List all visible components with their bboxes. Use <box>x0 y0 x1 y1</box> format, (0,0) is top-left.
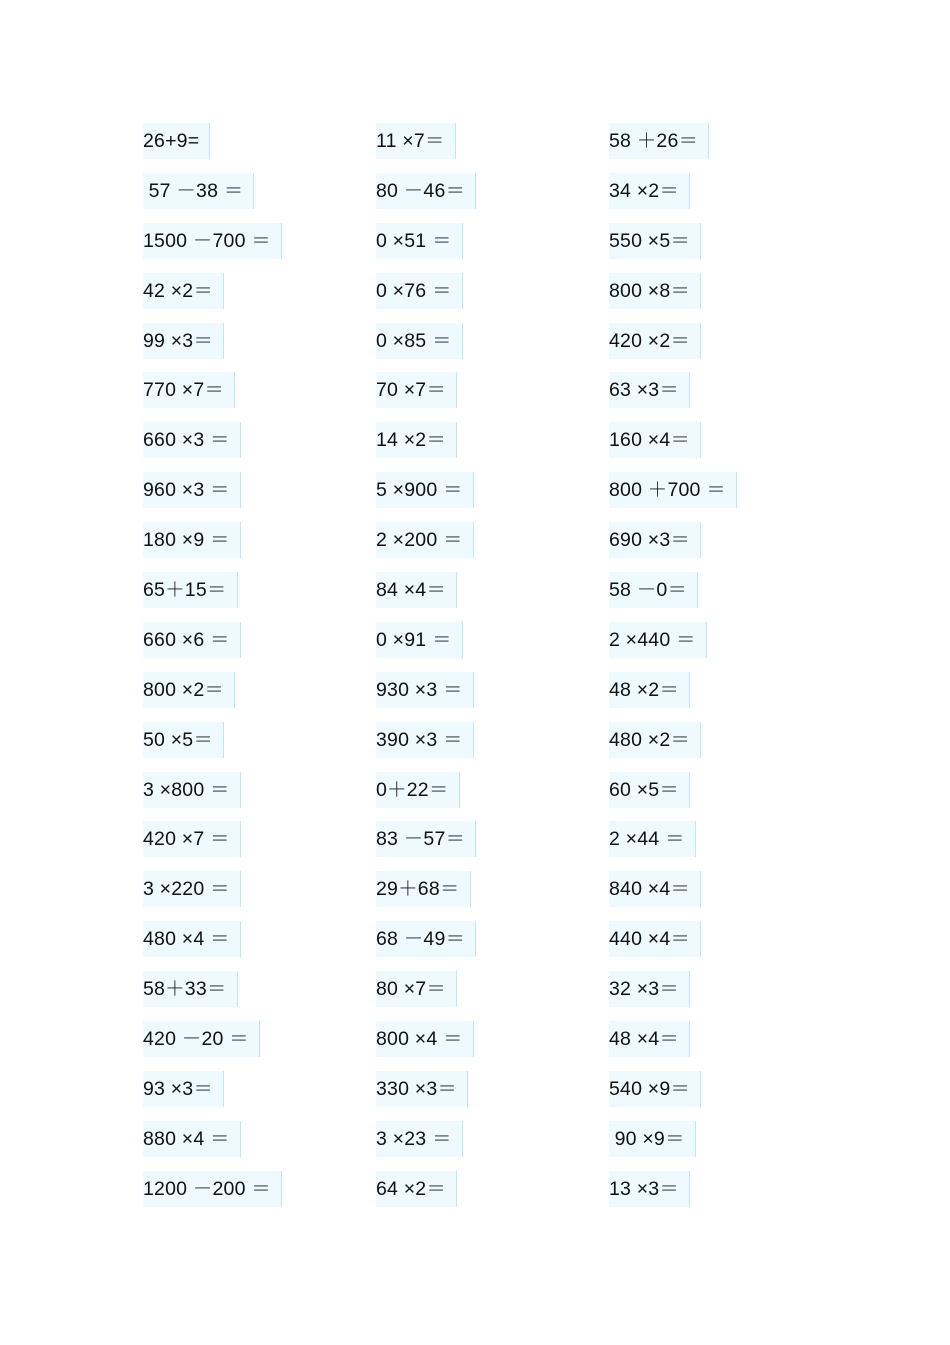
problem-cell <box>376 1020 609 1070</box>
arithmetic-problem-grid <box>143 122 842 1220</box>
problem-cell <box>376 571 609 621</box>
arithmetic-problem: 26+9= <box>143 123 210 159</box>
arithmetic-problem: 440 ×4＝ <box>609 921 701 957</box>
arithmetic-problem: 800 ×8＝ <box>609 273 701 309</box>
arithmetic-problem: 690 ×3＝ <box>609 522 701 558</box>
arithmetic-problem: 80 －46＝ <box>376 173 476 209</box>
problem-cell <box>376 870 609 920</box>
problem-cell <box>143 1120 376 1170</box>
problem-cell <box>376 1120 609 1170</box>
arithmetic-problem: 3 ×220 ＝ <box>143 871 241 907</box>
arithmetic-problem: 84 ×4＝ <box>376 572 457 608</box>
problem-cell <box>376 920 609 970</box>
arithmetic-problem: 420 －20 ＝ <box>143 1021 260 1057</box>
problem-cell <box>609 621 842 671</box>
arithmetic-problem: 58＋33＝ <box>143 971 238 1007</box>
arithmetic-problem: 800 ×4 ＝ <box>376 1021 474 1057</box>
arithmetic-problem: 0 ×91 ＝ <box>376 622 463 658</box>
problem-cell <box>609 671 842 721</box>
arithmetic-problem: 60 ×5＝ <box>609 772 690 808</box>
arithmetic-problem: 48 ×4＝ <box>609 1021 690 1057</box>
problem-cell <box>143 272 376 322</box>
problem-cell <box>143 820 376 870</box>
problem-cell <box>376 371 609 421</box>
problem-cell <box>609 820 842 870</box>
problem-cell <box>143 1070 376 1120</box>
problem-cell <box>376 322 609 372</box>
arithmetic-problem: 58 ＋26＝ <box>609 123 709 159</box>
arithmetic-problem: 1200 －200 ＝ <box>143 1171 282 1207</box>
problem-cell <box>143 421 376 471</box>
problem-cell <box>143 571 376 621</box>
problem-cell <box>609 1120 842 1170</box>
problem-cell <box>143 970 376 1020</box>
problem-cell <box>609 870 842 920</box>
arithmetic-problem: 64 ×2＝ <box>376 1171 457 1207</box>
arithmetic-problem: 2 ×44 ＝ <box>609 821 696 857</box>
arithmetic-problem: 2 ×440 ＝ <box>609 622 707 658</box>
arithmetic-problem: 5 ×900 ＝ <box>376 472 474 508</box>
problem-cell <box>609 172 842 222</box>
arithmetic-problem: 660 ×6 ＝ <box>143 622 241 658</box>
problem-cell <box>143 371 376 421</box>
problem-cell <box>376 122 609 172</box>
arithmetic-problem: 330 ×3＝ <box>376 1071 468 1107</box>
arithmetic-problem: 48 ×2＝ <box>609 672 690 708</box>
problem-cell <box>143 920 376 970</box>
problem-cell <box>376 521 609 571</box>
arithmetic-problem: 32 ×3＝ <box>609 971 690 1007</box>
arithmetic-problem: 63 ×3＝ <box>609 372 690 408</box>
arithmetic-problem: 57 －38 ＝ <box>143 173 254 209</box>
arithmetic-problem: 50 ×5＝ <box>143 722 224 758</box>
arithmetic-problem: 90 ×9＝ <box>609 1121 696 1157</box>
problem-cell <box>143 671 376 721</box>
problem-cell <box>609 322 842 372</box>
arithmetic-problem: 83 －57＝ <box>376 821 476 857</box>
arithmetic-problem: 480 ×2＝ <box>609 722 701 758</box>
problem-cell <box>376 970 609 1020</box>
arithmetic-problem: 390 ×3 ＝ <box>376 722 474 758</box>
problem-cell <box>609 222 842 272</box>
arithmetic-problem: 14 ×2＝ <box>376 422 457 458</box>
problem-cell <box>609 1170 842 1220</box>
problem-cell <box>143 471 376 521</box>
problem-cell <box>376 1070 609 1120</box>
arithmetic-problem: 840 ×4＝ <box>609 871 701 907</box>
problem-cell <box>376 621 609 671</box>
arithmetic-problem: 3 ×23 ＝ <box>376 1121 463 1157</box>
problem-cell <box>609 371 842 421</box>
problem-cell <box>143 322 376 372</box>
arithmetic-problem: 2 ×200 ＝ <box>376 522 474 558</box>
arithmetic-problem: 1500 －700 ＝ <box>143 223 282 259</box>
problem-cell <box>143 222 376 272</box>
arithmetic-problem: 13 ×3＝ <box>609 1171 690 1207</box>
arithmetic-problem: 11 ×7＝ <box>376 123 456 159</box>
problem-cell <box>609 1020 842 1070</box>
problem-cell <box>609 122 842 172</box>
arithmetic-problem: 180 ×9 ＝ <box>143 522 241 558</box>
problem-cell <box>143 172 376 222</box>
arithmetic-problem: 99 ×3＝ <box>143 323 224 359</box>
arithmetic-problem: 34 ×2＝ <box>609 173 690 209</box>
arithmetic-problem: 480 ×4 ＝ <box>143 921 241 957</box>
arithmetic-problem: 0＋22＝ <box>376 772 460 808</box>
problem-cell <box>376 172 609 222</box>
arithmetic-problem: 65＋15＝ <box>143 572 238 608</box>
arithmetic-problem: 880 ×4 ＝ <box>143 1121 241 1157</box>
arithmetic-problem: 930 ×3 ＝ <box>376 672 474 708</box>
problem-cell <box>376 272 609 322</box>
problem-cell <box>609 920 842 970</box>
arithmetic-problem: 29＋68＝ <box>376 871 471 907</box>
problem-cell <box>609 521 842 571</box>
arithmetic-problem: 58 －0＝ <box>609 572 698 608</box>
arithmetic-problem: 68 －49＝ <box>376 921 476 957</box>
problem-cell <box>609 721 842 771</box>
arithmetic-problem: 93 ×3＝ <box>143 1071 224 1107</box>
problem-cell <box>143 521 376 571</box>
arithmetic-problem: 800 ×2＝ <box>143 672 235 708</box>
problem-cell <box>376 671 609 721</box>
arithmetic-problem: 160 ×4＝ <box>609 422 701 458</box>
arithmetic-problem: 3 ×800 ＝ <box>143 772 241 808</box>
arithmetic-problem: 770 ×7＝ <box>143 372 235 408</box>
problem-cell <box>376 820 609 870</box>
problem-cell <box>609 272 842 322</box>
arithmetic-problem: 960 ×3 ＝ <box>143 472 241 508</box>
arithmetic-problem: 42 ×2＝ <box>143 273 224 309</box>
problem-cell <box>609 771 842 821</box>
problem-cell <box>376 721 609 771</box>
arithmetic-problem: 80 ×7＝ <box>376 971 457 1007</box>
problem-cell <box>376 471 609 521</box>
arithmetic-problem: 420 ×2＝ <box>609 323 701 359</box>
arithmetic-problem: 0 ×85 ＝ <box>376 323 463 359</box>
problem-cell <box>143 1020 376 1070</box>
arithmetic-problem: 70 ×7＝ <box>376 372 457 408</box>
arithmetic-problem: 540 ×9＝ <box>609 1071 701 1107</box>
problem-cell <box>376 421 609 471</box>
problem-cell <box>376 1170 609 1220</box>
problem-cell <box>143 870 376 920</box>
problem-cell <box>376 222 609 272</box>
problem-cell <box>376 771 609 821</box>
arithmetic-problem: 420 ×7 ＝ <box>143 821 241 857</box>
problem-cell <box>609 471 842 521</box>
arithmetic-problem: 550 ×5＝ <box>609 223 701 259</box>
problem-cell <box>609 571 842 621</box>
problem-cell <box>609 970 842 1020</box>
problem-cell <box>143 721 376 771</box>
arithmetic-problem: 0 ×51 ＝ <box>376 223 463 259</box>
problem-cell <box>143 621 376 671</box>
arithmetic-problem: 0 ×76 ＝ <box>376 273 463 309</box>
problem-cell <box>143 771 376 821</box>
problem-cell <box>143 122 376 172</box>
arithmetic-problem: 800 ＋700 ＝ <box>609 472 737 508</box>
arithmetic-problem: 660 ×3 ＝ <box>143 422 241 458</box>
problem-cell <box>609 1070 842 1120</box>
problem-cell <box>143 1170 376 1220</box>
problem-cell <box>609 421 842 471</box>
